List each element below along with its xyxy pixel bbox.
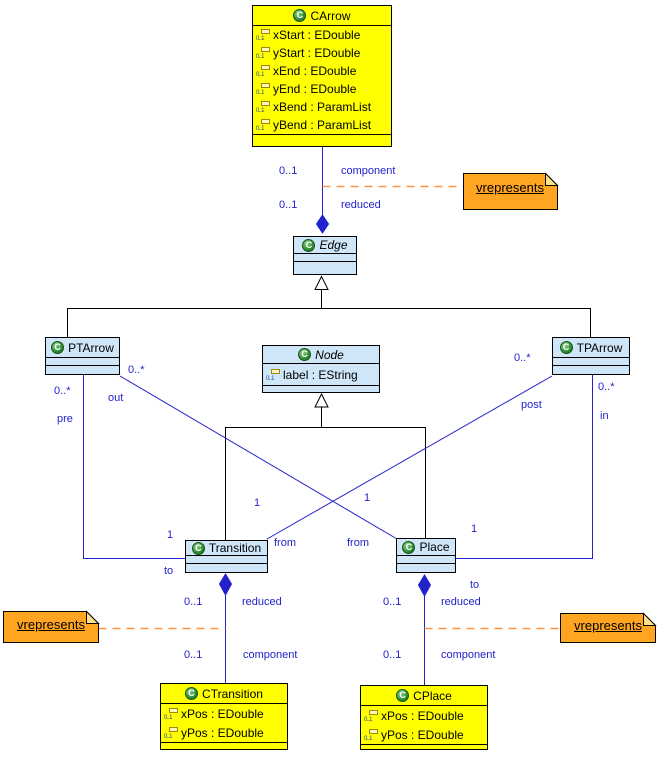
label-carrow-component-mult[interactable]: 0..1 xyxy=(279,165,298,177)
attribute-text: yEnd : EDouble xyxy=(273,82,357,96)
class-icon: C xyxy=(302,239,315,252)
class-name: Node xyxy=(315,347,344,362)
eattribute-icon: 0..1 xyxy=(256,118,270,132)
label-place-component-mult[interactable]: 0..1 xyxy=(383,649,402,661)
label-post-target-role[interactable]: from xyxy=(274,537,296,549)
label-place-component-role[interactable]: component xyxy=(441,649,496,661)
label-out-role[interactable]: out xyxy=(108,392,124,404)
note-right-label[interactable]: vrepresents xyxy=(574,618,642,633)
class-icon: C xyxy=(293,9,306,22)
eattribute-icon: 0..1 xyxy=(256,82,270,96)
class-icon: C xyxy=(396,689,409,702)
label-place-reduced-mult[interactable]: 0..1 xyxy=(383,596,402,608)
association-tparrow-transition[interactable] xyxy=(267,376,552,539)
label-out-target-role[interactable]: from xyxy=(347,537,369,549)
generalization-nodes-to-node[interactable] xyxy=(226,407,426,540)
class-icon: C xyxy=(560,341,573,354)
eattribute-icon: 0..1 xyxy=(364,728,378,742)
class-title xyxy=(46,338,119,357)
attribute-row[interactable] xyxy=(161,704,287,723)
attribute-text: xPos : EDouble xyxy=(381,708,464,723)
class-name: PTArrow xyxy=(68,340,114,355)
class-name: TPArrow xyxy=(576,340,623,355)
attribute-text: xStart : EDouble xyxy=(273,28,361,42)
class-carrow[interactable] xyxy=(252,5,392,147)
label-transition-reduced-role[interactable]: reduced xyxy=(242,596,282,608)
eattribute-icon: 0..1 xyxy=(266,368,280,382)
class-ptarrow[interactable] xyxy=(45,337,120,375)
label-pre-mult[interactable]: 0..* xyxy=(54,385,71,397)
class-edge[interactable] xyxy=(293,236,357,275)
label-pre-target-mult[interactable]: 1 xyxy=(167,529,174,541)
label-carrow-reduced-role[interactable]: reduced xyxy=(341,199,381,211)
class-node[interactable] xyxy=(262,345,380,393)
label-post-mult[interactable]: 0..* xyxy=(514,352,531,364)
class-icon: C xyxy=(51,341,64,354)
class-icon: C xyxy=(185,687,198,700)
attribute-text: xBend : ParamList xyxy=(273,100,372,114)
class-name: CTransition xyxy=(202,686,263,701)
class-icon: C xyxy=(402,541,415,554)
class-icon: C xyxy=(298,348,311,361)
class-icon: C xyxy=(192,542,205,555)
label-carrow-reduced-mult[interactable]: 0..1 xyxy=(279,199,298,211)
label-out-mult[interactable]: 0..* xyxy=(128,364,145,376)
class-title xyxy=(294,237,356,253)
attribute-row[interactable] xyxy=(361,706,487,725)
label-in-mult[interactable]: 0..* xyxy=(598,381,615,393)
attribute-text: yStart : EDouble xyxy=(273,46,361,60)
attribute-text: yPos : EDouble xyxy=(181,725,264,740)
attribute-row[interactable] xyxy=(253,62,391,80)
note-top-label[interactable]: vrepresents xyxy=(476,180,544,195)
label-carrow-component-role[interactable]: component xyxy=(341,165,396,177)
attribute-row[interactable] xyxy=(253,80,391,98)
attribute-row[interactable] xyxy=(253,26,391,44)
composition-diamond-place xyxy=(419,575,431,596)
association-ptarrow-place[interactable] xyxy=(120,376,397,539)
eattribute-icon: 0..1 xyxy=(164,707,178,721)
class-title xyxy=(553,338,629,357)
class-name: Transition xyxy=(208,541,262,555)
label-transition-component-mult[interactable]: 0..1 xyxy=(184,649,203,661)
class-title xyxy=(361,686,487,705)
eattribute-icon: 0..1 xyxy=(256,64,270,78)
label-post-target-mult[interactable]: 1 xyxy=(254,497,261,509)
class-name: Edge xyxy=(319,238,348,252)
label-transition-component-role[interactable]: component xyxy=(243,649,298,661)
eattribute-icon: 0..1 xyxy=(364,709,378,723)
label-out-target-mult[interactable]: 1 xyxy=(364,492,371,504)
attribute-row[interactable] xyxy=(361,725,487,744)
generalization-triangle-edge xyxy=(315,277,328,290)
label-in-target-mult[interactable]: 1 xyxy=(471,523,478,535)
class-transition[interactable] xyxy=(185,540,268,573)
class-title xyxy=(186,541,267,555)
eattribute-icon: 0..1 xyxy=(256,46,270,60)
attribute-row[interactable] xyxy=(161,723,287,742)
composition-diamond-edge xyxy=(317,215,329,233)
label-in-target-role[interactable]: to xyxy=(470,579,480,591)
label-in-role[interactable]: in xyxy=(600,410,609,422)
class-title xyxy=(253,6,391,25)
class-cplace[interactable] xyxy=(360,685,488,750)
class-ctransition[interactable] xyxy=(160,683,288,750)
attribute-row[interactable] xyxy=(263,364,379,385)
generalization-triangle-node xyxy=(315,394,328,407)
label-place-reduced-role[interactable]: reduced xyxy=(441,596,481,608)
class-title xyxy=(397,539,455,555)
class-title xyxy=(263,346,379,363)
attribute-row[interactable] xyxy=(253,44,391,62)
eattribute-icon: 0..1 xyxy=(256,28,270,42)
attribute-text: yPos : EDouble xyxy=(381,727,464,742)
attribute-row[interactable] xyxy=(253,116,391,134)
composition-diamond-transition xyxy=(220,574,232,595)
class-place[interactable] xyxy=(396,538,456,573)
label-transition-reduced-mult[interactable]: 0..1 xyxy=(184,596,203,608)
attribute-text: label : EString xyxy=(283,367,358,382)
class-name: CArrow xyxy=(310,8,351,23)
label-pre-target-role[interactable]: to xyxy=(164,565,174,577)
attribute-text: xPos : EDouble xyxy=(181,706,264,721)
eattribute-icon: 0..1 xyxy=(256,100,270,114)
generalization-arrows-to-edge[interactable] xyxy=(68,290,591,338)
attribute-row[interactable] xyxy=(253,98,391,116)
eattribute-icon: 0..1 xyxy=(164,726,178,740)
attribute-text: yBend : ParamList xyxy=(273,118,372,132)
class-tparrow[interactable] xyxy=(552,337,630,375)
label-post-role[interactable]: post xyxy=(521,399,542,411)
attribute-text: xEnd : EDouble xyxy=(273,64,357,78)
note-left-label[interactable]: vrepresents xyxy=(17,617,85,632)
class-name: CPlace xyxy=(413,688,452,703)
class-name: Place xyxy=(419,540,450,554)
label-pre-role[interactable]: pre xyxy=(57,413,73,425)
class-title xyxy=(161,684,287,703)
